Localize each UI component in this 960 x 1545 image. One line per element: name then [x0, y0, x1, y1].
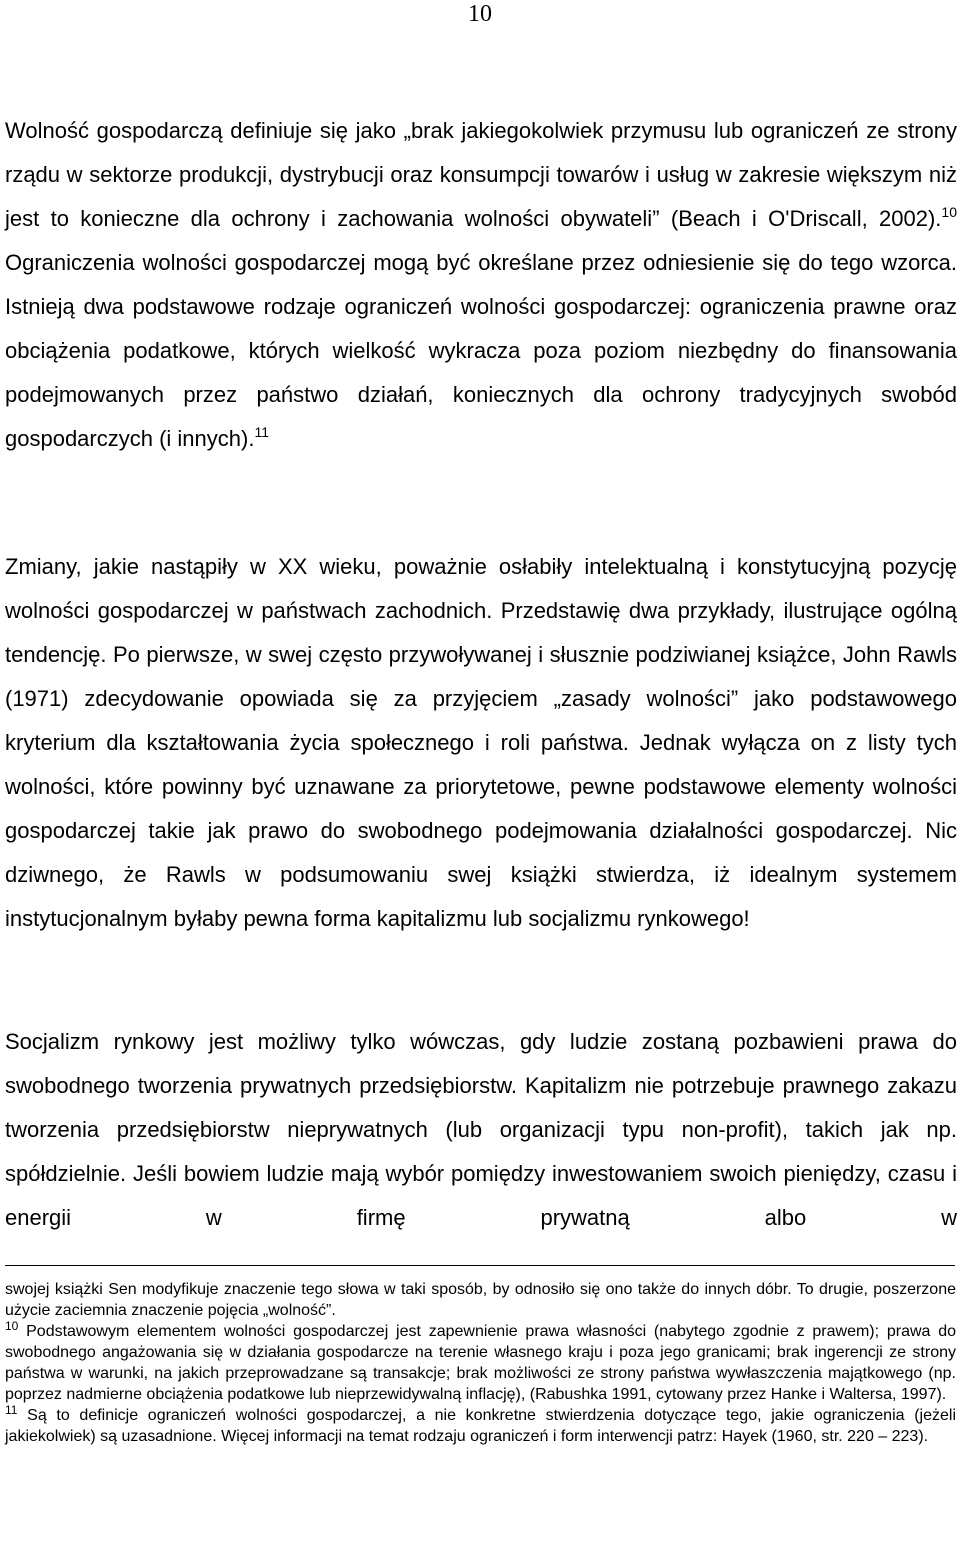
footnote-text: Podstawowym elementem wolności gospodarczej jest zapewnienie prawa własności (nabytego zgodnie z prawem); prawa do swobodnego angażowania się w działania gospodarcze na terenie własnego kraju i poza jego granicami; brak ingerencji ze strony państwa w warunki, na jakich przeprowadzane są transakcje; brak możliwości ze strony państwa wywłaszczenia majątkowego (np. poprzez nadmierne obciążenia podatkowe lub nieprzewidywalną inflację), (Rabushka 1991, cytowany przez Hanke i Waltersa, 1997). [5, 1323, 956, 1403]
paragraph-economic-freedom-definition [5, 109, 957, 461]
footnote-number-10: 10 [5, 1319, 19, 1333]
paragraph-twentieth-century-changes [5, 545, 957, 941]
footnote-text: Są to definicje ograniczeń wolności gospodarczej, a nie konkretne stwierdzenia dotyczące tego, jakie ograniczenia (jeżeli jakiekolwiek) są uzasadnione. Więcej informacji na temat rodzaju ograniczeń i form interwencji patrz: Hayek (1960, str. 220 – 223). [5, 1407, 956, 1445]
page-number: 10 [468, 1, 492, 27]
footnote-number-11: 11 [5, 1403, 18, 1417]
footnote-10 [5, 1321, 956, 1405]
paragraph-text: Socjalizm rynkowy jest możliwy tylko wówczas, gdy ludzie zostaną pozbawieni prawa do swobodnego tworzenia prywatnych przedsiębiorstw. Kapitalizm nie potrzebuje prawnego zakazu tworzenia przedsiębiorstw nieprywatnych (lub organizacji typu non-profit), takich jak np. spółdzielnie. Jeśli bowiem ludzie mają wybór pomiędzy inwestowaniem swoich pieniędzy, czasu i energii w firmę prywatną albo w [5, 1029, 957, 1230]
footnotes-section [5, 1279, 956, 1447]
footnote-ref-11[interactable]: 11 [254, 424, 269, 440]
footnote-continuation: swojej książki Sen modyfikuje znaczenie tego słowa w taki sposób, by odnosiło się ono także do innych dóbr. To drugie, poszerzone użycie zaciemnia znaczenie pojęcia „wolność”. [5, 1281, 956, 1319]
footnote-ref-10[interactable]: 10 [941, 204, 957, 220]
footnote-separator [5, 1265, 955, 1266]
paragraph-text: Zmiany, jakie nastąpiły w XX wieku, poważnie osłabiły intelektualną i konstytucyjną pozycję wolności gospodarczej w państwach zachodnich. Przedstawię dwa przykłady, ilustrujące ogólną tendencję. Po pierwsze, w swej często przywoływanej i słusznie podziwianej książce, John Rawls (1971) zdecydowanie opowiada się za przyjęciem „zasady wolności” jako podstawowego kryterium dla kształtowania życia społecznego i roli państwa. Jednak wyłącza on z listy tych wolności, które powinny być uznawane za priorytetowe, pewne podstawowe elementy wolności gospodarczej takie jak prawo do swobodnego podejmowania działalności gospodarczej. Nic dziwnego, że Rawls w podsumowaniu swej książki stwierdza, iż idealnym systemem instytucjonalnym byłaby pewna forma kapitalizmu lub socjalizmu rynkowego! [5, 554, 957, 931]
footnote-11 [5, 1405, 956, 1447]
paragraph-text: Wolność gospodarczą definiuje się jako „brak jakiegokolwiek przymusu lub ograniczeń ze strony rządu w sektorze produkcji, dystrybucji oraz konsumpcji towarów i usług w zakresie większym niż jest to konieczne dla ochrony i zachowania wolności obywateli” (Beach i O'Driscall, 2002). [5, 118, 957, 231]
paragraph-market-socialism [5, 1020, 957, 1240]
paragraph-text: Ograniczenia wolności gospodarczej mogą być określane przez odniesienie się do tego wzorca. Istnieją dwa podstawowe rodzaje ograniczeń wolności gospodarczej: ograniczenia prawne oraz obciążenia podatkowe, których wielkość wykracza poza poziom niezbędny do finansowania podejmowanych przez państwo działań, koniecznych dla ochrony tradycyjnych swobód gospodarczych (i innych). [5, 250, 957, 451]
